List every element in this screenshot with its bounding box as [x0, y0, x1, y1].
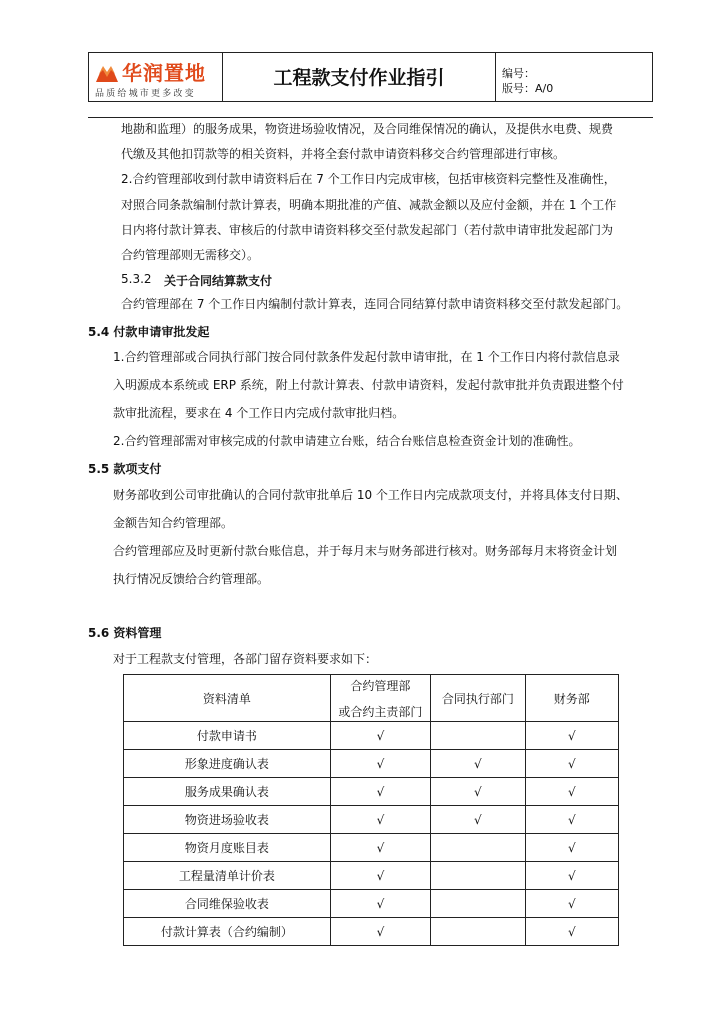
records-table [123, 674, 619, 946]
row-check-execution: √ [431, 806, 525, 834]
row-doc-name: 服务成果确认表 [124, 778, 331, 806]
table-row [124, 750, 619, 778]
table-row [124, 806, 619, 834]
row-check-contract: √ [330, 722, 430, 750]
body-line: 合约管理部应及时更新付款台账信息，并于每月末与财务部进行核对。财务部每月末将资金计划 [113, 544, 618, 558]
logo-slogan: 品质给城市更多改变 [95, 89, 196, 99]
row-doc-name: 付款申请书 [124, 722, 331, 750]
table-row [124, 862, 619, 890]
header-doc-list: 资料清单 [124, 675, 331, 722]
row-check-finance: √ [525, 862, 618, 890]
row-doc-name: 工程量清单计价表 [124, 862, 331, 890]
row-check-execution [431, 862, 525, 890]
row-check-contract: √ [330, 918, 430, 946]
body-line: 款审批流程，要求在 4 个工作日内完成付款审批归档。 [113, 406, 405, 420]
body-line: 入明源成本系统或 ERP 系统，附上付款计算表、付款申请资料，发起付款审批并负责跟进整个付 [113, 378, 624, 392]
table-row [124, 722, 619, 750]
row-check-finance: √ [525, 834, 618, 862]
body-line: 合约管理部则无需移交）。 [121, 248, 260, 262]
row-check-execution: √ [431, 778, 525, 806]
row-doc-name: 合同维保验收表 [124, 890, 331, 918]
header-rule [88, 117, 653, 118]
logo-cell [89, 53, 223, 101]
section-heading-5-5: 5.5 款项支付 [88, 462, 162, 476]
table-row [124, 918, 619, 946]
row-check-finance: √ [525, 750, 618, 778]
row-check-execution [431, 722, 525, 750]
table-row [124, 890, 619, 918]
row-check-contract: √ [330, 890, 430, 918]
meta-cell [495, 53, 653, 101]
header-contract-dept-line2: 或合约主责部门 [338, 704, 423, 719]
row-doc-name: 物资进场验收表 [124, 806, 331, 834]
header-finance-dept: 财务部 [525, 675, 618, 722]
subsection-title: 关于合同结算款支付 [164, 274, 273, 288]
logo-mark-icon [96, 60, 118, 82]
row-check-contract: √ [330, 862, 430, 890]
subsection-number: 5.3.2 [121, 272, 152, 286]
body-line: 对照合同条款编制付款计算表，明确本期批准的产值、减款金额以及应付金额，并在 1 个工作 [121, 198, 617, 212]
row-check-contract: √ [330, 778, 430, 806]
row-check-contract: √ [330, 750, 430, 778]
document-title: 工程款支付作业指引 [273, 67, 445, 89]
section-intro: 对于工程款支付管理，各部门留存资料要求如下： [113, 652, 378, 666]
doc-version-label: 版号：A/0 [502, 82, 554, 95]
body-line: 金额告知合约管理部。 [113, 516, 234, 530]
body-line: 1.合约管理部或合同执行部门按合同付款条件发起付款申请审批，在 1 个工作日内将付款信息录 [113, 350, 620, 364]
row-doc-name: 付款计算表（合约编制） [124, 918, 331, 946]
body-line: 财务部收到公司审批确认的合同付款审批单后 10 个工作日内完成款项支付，并将具体支付日期、 [113, 488, 628, 502]
table-header-row [124, 675, 619, 722]
header-contract-dept [330, 675, 430, 722]
table-row [124, 834, 619, 862]
row-check-finance: √ [525, 722, 618, 750]
row-check-finance: √ [525, 778, 618, 806]
header-contract-dept-line1: 合约管理部 [350, 678, 411, 693]
table-row [124, 778, 619, 806]
row-doc-name: 物资月度账目表 [124, 834, 331, 862]
body-line: 2.合约管理部收到付款申请资料后在 7 个工作日内完成审核，包括审核资料完整性及准确性， [121, 172, 616, 186]
row-check-finance: √ [525, 806, 618, 834]
body-line: 地勘和监理）的服务成果，物资进场验收情况，及合同维保情况的确认，及提供水电费、规费 [121, 122, 614, 136]
section-heading-5-4: 5.4 付款申请审批发起 [88, 325, 210, 339]
subsection-text: 合约管理部在 7 个工作日内编制付款计算表，连同合同结算付款申请资料移交至付款发起部门。 [121, 297, 629, 311]
body-line: 执行情况反馈给合约管理部。 [113, 572, 270, 586]
row-check-execution [431, 918, 525, 946]
row-check-execution: √ [431, 750, 525, 778]
body-line: 2.合约管理部需对审核完成的付款申请建立台账，结合台账信息检查资金计划的准确性。 [113, 434, 581, 448]
row-check-execution [431, 834, 525, 862]
body-line: 代缴及其他扣罚款等的相关资料，并将全套付款申请资料移交合约管理部进行审核。 [121, 147, 566, 161]
document-header [88, 52, 653, 102]
logo-name: 华润置地 [122, 61, 206, 85]
row-check-finance: √ [525, 890, 618, 918]
row-doc-name: 形象进度确认表 [124, 750, 331, 778]
row-check-contract: √ [330, 834, 430, 862]
row-check-execution [431, 890, 525, 918]
doc-number-label: 编号： [502, 67, 535, 80]
header-execution-dept: 合同执行部门 [431, 675, 525, 722]
row-check-finance: √ [525, 918, 618, 946]
row-check-contract: √ [330, 806, 430, 834]
body-line: 日内将付款计算表、审核后的付款申请资料移交至付款发起部门（若付款申请审批发起部门为 [121, 223, 614, 237]
section-heading-5-6: 5.6 资料管理 [88, 626, 162, 640]
